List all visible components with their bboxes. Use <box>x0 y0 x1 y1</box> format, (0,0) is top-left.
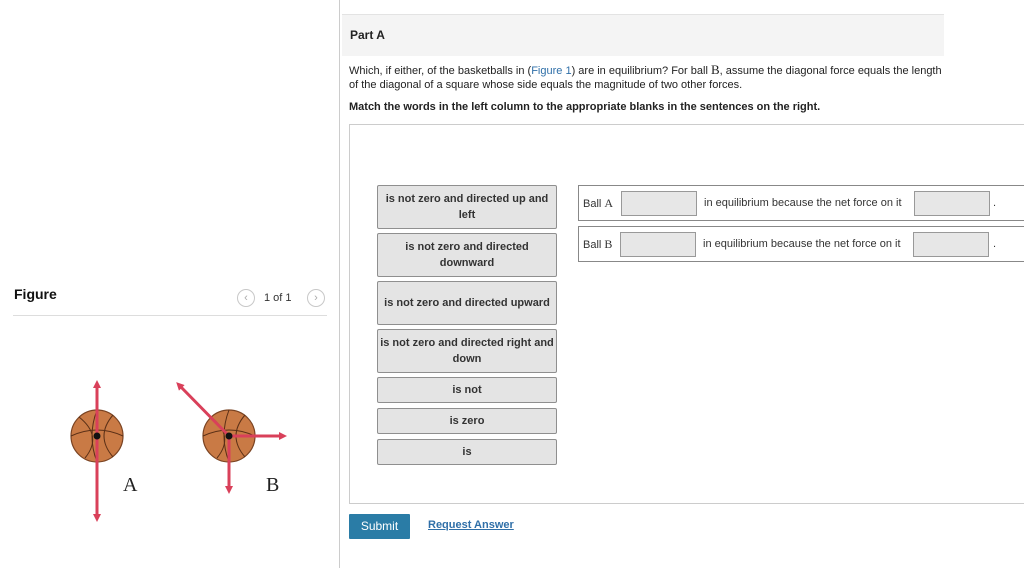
figure-link[interactable]: Figure 1 <box>531 65 572 77</box>
chevron-right-icon: › <box>314 292 318 304</box>
blank-drop-zone[interactable] <box>913 232 989 257</box>
answer-tile[interactable]: is not zero and directed upward <box>377 281 557 325</box>
sentence-text: in equilibrium because the net force on it <box>704 197 902 209</box>
ball-b-label: B <box>266 474 280 496</box>
answer-tile[interactable]: is not <box>377 377 557 403</box>
answer-tile[interactable]: is not zero and directed up and left <box>377 185 557 229</box>
figure-divider <box>13 315 327 316</box>
blank-drop-zone[interactable] <box>621 191 697 216</box>
sentence-ball-a: Ball A in equilibrium because the net force on it . <box>578 185 1024 221</box>
question-text: Which, if either, of the basketballs in (Figure 1) are in equilibrium? For ball B, assume the diagonal force equals the length of the diagonal of a square whose side equals the magnitude of two other forces. <box>349 62 942 91</box>
next-figure-button[interactable] <box>307 289 325 307</box>
chevron-left-icon: ‹ <box>244 292 248 304</box>
instruction-text: Match the words in the left column to the appropriate blanks in the sentences on the right. <box>349 101 821 113</box>
panel-divider <box>339 0 340 568</box>
part-title: Part A <box>350 28 385 42</box>
basketball-force-figure <box>55 370 315 530</box>
ball-a-label: A <box>123 474 138 496</box>
request-answer-link[interactable]: Request Answer <box>428 519 514 531</box>
sentence-text: in equilibrium because the net force on it <box>703 238 901 250</box>
answer-tile[interactable]: is zero <box>377 408 557 434</box>
answer-tile[interactable]: is not zero and directed downward <box>377 233 557 277</box>
blank-drop-zone[interactable] <box>620 232 696 257</box>
figure-title: Figure <box>14 286 57 302</box>
sentence-ball-b: Ball B in equilibrium because the net force on it . <box>578 226 1024 262</box>
answer-tile[interactable]: is <box>377 439 557 465</box>
figure-pager-text: 1 of 1 <box>264 292 292 304</box>
previous-figure-button[interactable] <box>237 289 255 307</box>
blank-drop-zone[interactable] <box>914 191 990 216</box>
part-header <box>342 14 944 56</box>
submit-button[interactable]: Submit <box>349 514 410 539</box>
answer-tile[interactable]: is not zero and directed right and down <box>377 329 557 373</box>
